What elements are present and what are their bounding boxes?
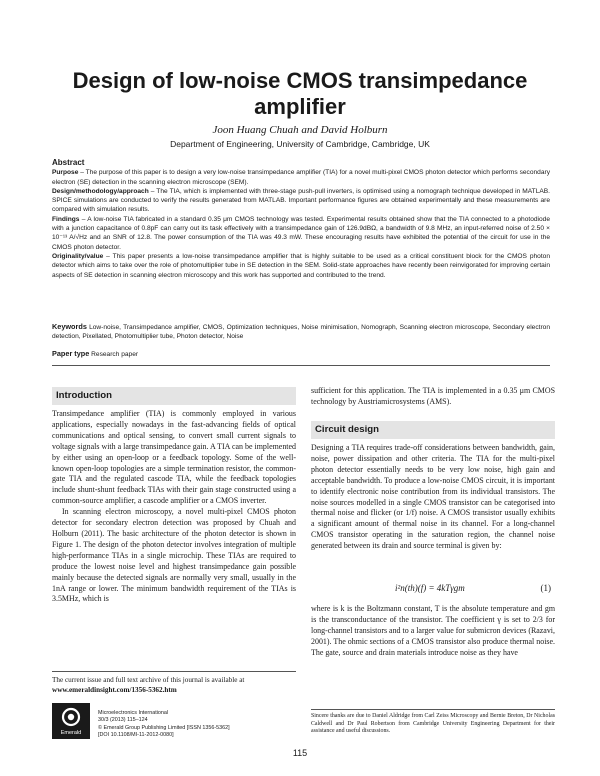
- keywords: Keywords Low-noise, Transimpedance amplifier, CMOS, Optimization techniques, Noise minimisation, Nomograph, Scanning electron microscope, Secondary electron detection, Pixellated, Photomultiplier tube, Photon detector, Noise: [52, 322, 550, 341]
- abstract-purpose: Purpose – The purpose of this paper is to design a very low-noise transimpedance amplifier (TIA) for a novel multi-pixel CMOS photon detector which performs secondary electron (SE) detection in the scanning electron microscope (SEM).: [52, 169, 550, 186]
- circuit-design-body-2: [311, 604, 555, 659]
- equation-expression: i²n(th)(f) = 4kTγgm: [395, 583, 465, 593]
- circuit-design-heading: Circuit design: [315, 424, 379, 435]
- introduction-continued: [311, 386, 555, 408]
- introduction-heading: Introduction: [56, 390, 112, 401]
- journal-volume: 30/3 (2013) 115–124: [98, 717, 148, 724]
- affiliation: Department of Engineering, University of Cambridge, Cambridge, UK: [170, 139, 430, 149]
- abstract-originality: Originality/value – This paper presents a low-noise transimpedance amplifier that is highly suitable to be used as a critical constituent block for the CMOS photon detector which aims to take over the role of photomultiplier tube in SE detection in the SEM. Solid-state approaches have recently been reinvigorated for improving certain aspects of SE detection in scanning electron microscopy and this work has supported and contributed to the trend.: [52, 252, 550, 279]
- intro-paragraph-2: In scanning electron microscopy, a novel multi-pixel CMOS photon detector for secondary electron detection was proposed by Chuah and Holburn (2011). The basic architecture of the photon detector is shown in Figure 1. The design of the photon detector involves integration of multiple high-performance TIAs in a single microchip. These TIAs are required to produce the lowest noise level and highest transimpedance gain possible mainly because the detected signals are normally very small, usually in the 1nA range or lower. The minimum bandwidth requirement of the TIAs is 3.5MHz, which is: [52, 507, 296, 604]
- introduction-body: [52, 409, 296, 605]
- archive-note: The current issue and full text archive of this journal is available at www.emeraldinsight.com/1356-5362.htm: [52, 676, 245, 694]
- intro-paragraph-1: Transimpedance amplifier (TIA) is commonly employed in various applications, especially nowadays in the fast-advancing fields of optical communications and optical sensing, to convert small current signals to voltage signals with a large transimpedance gain. A TIA can be implemented by either using an open-loop or a feedback topology. Some of the well-known open-loop topologies are a simple termination resistor, the common-gate TIA and the regulated cascode TIA, while the feedback topologies include shunt-shunt feedback TIAs with their gain stage constructed using a common-source amplifier, a cascode amplifier or a CMOS inverter.: [52, 409, 296, 506]
- footnote-rule-left: [52, 671, 296, 672]
- emerald-logo: [52, 703, 90, 739]
- circuit-design-body: [311, 443, 555, 552]
- paper-type: Paper type Research paper: [52, 349, 139, 358]
- acknowledgement-footnote: Sincere thanks are due to Daniel Aldridge from Carl Zeiss Microscopy and Bernie Breton, Dr Nicholas Caldwell and Dr Paul Robertson from Cambridge University Engineering Department for their assistance and useful discussions.: [311, 713, 555, 735]
- publisher-info: [98, 710, 298, 740]
- emerald-logo-text: Emerald: [60, 730, 82, 736]
- introduction-heading-bar: [52, 387, 296, 405]
- equation-number: (1): [540, 583, 551, 593]
- journal-copyright: © Emerald Group Publishing Limited [ISSN 1356-5362]: [98, 724, 230, 731]
- journal-doi: [DOI 10.1108/MI-11-2012-0080]: [98, 732, 174, 739]
- abstract-heading: Abstract: [52, 158, 85, 167]
- intro-paragraph-3: sufficient for this application. The TIA is implemented in a 0.35 μm CMOS technology by Austriamicrosystems (AMS).: [311, 386, 555, 406]
- abstract-design: Design/methodology/approach – The TIA, which is implemented with three-stage push-pull inverters, is optimised using a nomograph technique developed in MATLAB. SPICE simulations are conducted to verify the results generated from MATLAB. Important performance figures are obtained experimentally and these measurements are compared with simulation results.: [52, 187, 550, 214]
- page-number: 115: [292, 748, 308, 758]
- header-rule: [52, 365, 550, 366]
- equation-1: [311, 583, 555, 597]
- authors: Joon Huang Chuah and David Holburn: [212, 124, 388, 136]
- circuit-design-heading-bar: [311, 421, 555, 439]
- footnote-rule-right: [311, 709, 555, 710]
- abstract: [52, 158, 550, 280]
- paper-title: Design of low-noise CMOS transimpedance amplifier: [72, 68, 528, 119]
- journal-name: Microelectronics International: [98, 710, 169, 716]
- abstract-findings: Findings – A low-noise TIA fabricated in a standard 0.35 μm CMOS technology was tested. Experimental results obtained show that the TIA connected to a photodiode with a junction capacitance of 0.8pF can carry out its task effectively with a transimpedance gain of 126.9dBΩ, a bandwidth of 9.8 MHz, an input-referred noise of 2.50 × 10⁻¹³ A/√Hz and an SNR of 12.8. The power consumption of the TIA was 49.3 mW. These encouraging results have exhibited the potential of the circuit for use in the CMOS photon detector.: [52, 215, 550, 251]
- archive-url[interactable]: www.emeraldinsight.com/1356-5362.htm: [52, 685, 177, 694]
- circuit-paragraph-1: Designing a TIA requires trade-off considerations between bandwidth, gain, noise, power dissipation and other criteria. The TIA for the multi-pixel photon detector essentially needs to be very low noise, high gain and acceptable bandwidth. To produce a low-noise CMOS circuit, it is important to identify electronic noise contribution from its individual transistors. The noise sources modelled in a single CMOS transistor can be categorised into thermal noise and flicker (or 1/f) noise. A CMOS transistor usually exhibits a significant amount of thermal noise in its channel. For a long-channel CMOS transistor operating in the saturation region, the channel noise generated between its drain and source terminal is given by:: [311, 443, 555, 551]
- circuit-paragraph-2: where is k is the Boltzmann constant, T is the absolute temperature and gm is the transconductance of the transistor. The coefficient γ is set to 2/3 for long-channel transistors and to a larger value for submicron devices (Razavi, 2001). The ohmic sections of a CMOS transistor also produce thermal noise. The gate, source and drain materials introduce noise as they have: [311, 604, 555, 657]
